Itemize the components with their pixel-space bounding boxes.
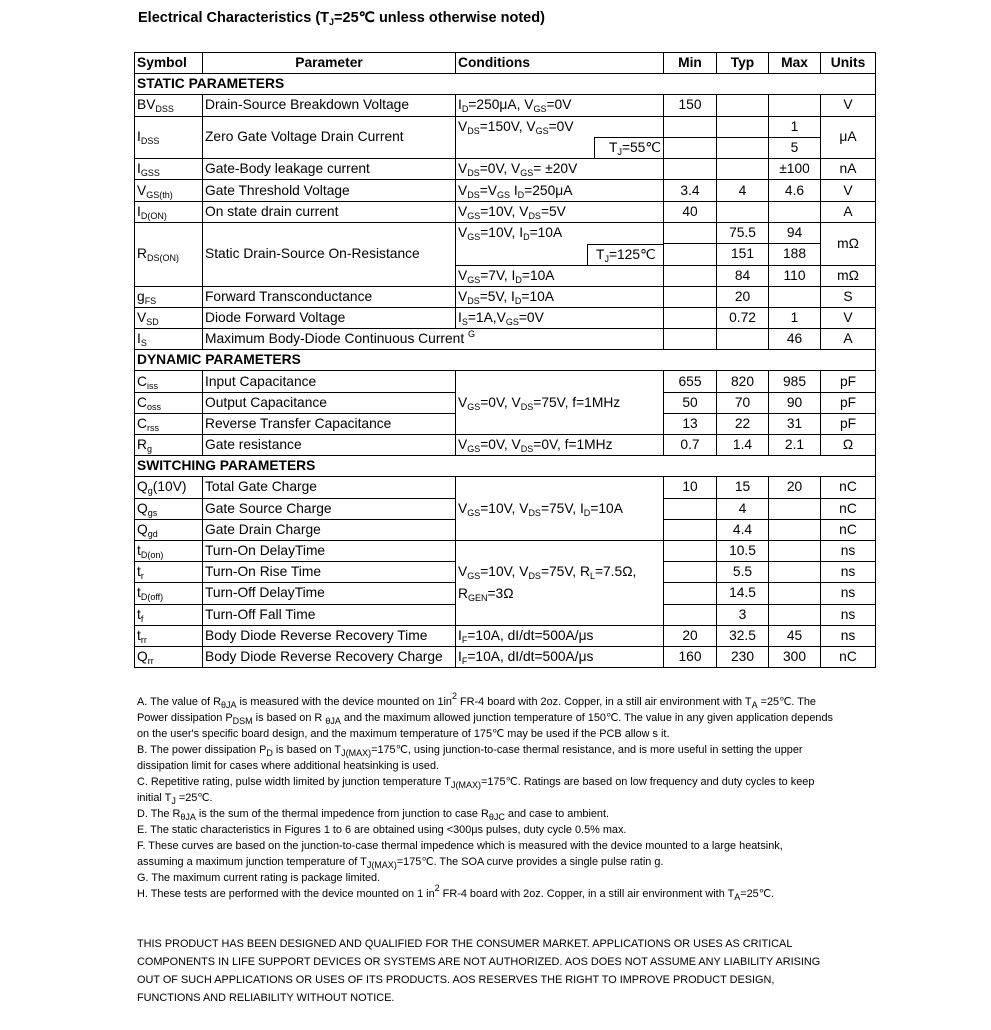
header-typ: Typ — [717, 53, 769, 74]
min-cell — [664, 562, 717, 583]
conditions-cell: $T_J=125℃$ — [456, 244, 664, 266]
units-cell: pF — [821, 413, 876, 434]
units-cell: ns — [821, 540, 876, 561]
min-cell — [664, 222, 717, 243]
conditions-cell: $V_{GS}=10V$, $V_{DS}=75V$, $R_L=7.5\Omega$, $R_{GEN}=3\Omega$ — [456, 540, 664, 625]
typ-cell: 14.5 — [717, 583, 769, 604]
parameter-cell: Body Diode Reverse Recovery Charge — [203, 646, 456, 667]
parameter-cell: Reverse Transfer Capacitance — [203, 413, 456, 434]
conditions-cell: $I_S=1A,V_{GS}=0V$ — [456, 307, 664, 328]
section-row — [135, 74, 876, 95]
conditions-cell: $V_{DS}=150V$, $V_{GS}=0V$ — [456, 116, 664, 137]
symbol-cell: $Q_{gd}$ — [135, 519, 203, 540]
note-c: C. Repetitive rating, pulse width limited by junction temperature $T_{J(MAX)}=175℃$. Ratings are based on low frequency and duty cycles to keep — [137, 776, 815, 790]
typ-cell: 4 — [717, 498, 769, 519]
typ-cell: 4.4 — [717, 519, 769, 540]
symbol-cell: $R_g$ — [135, 435, 203, 456]
typ-cell: 5.5 — [717, 562, 769, 583]
max-cell: ±100 — [769, 159, 821, 180]
typ-cell — [717, 137, 769, 159]
page-title: Electrical Characteristics ($T_J=25℃$ unless otherwise noted) — [138, 10, 545, 27]
max-cell: 90 — [769, 392, 821, 413]
min-cell — [664, 583, 717, 604]
symbol-cell: $Q_{gs}$ — [135, 498, 203, 519]
units-cell: A — [821, 201, 876, 222]
max-cell: 45 — [769, 625, 821, 646]
note-b-line2: dissipation limit for cases where additional heatsinking is used. — [137, 760, 440, 772]
symbol-cell: $I_{DSS}$ — [135, 116, 203, 159]
footnotes — [137, 691, 877, 902]
symbol-cell: $V_{GS(th)}$ — [135, 180, 203, 201]
units-cell: nC — [821, 477, 876, 498]
parameter-cell: Gate Source Charge — [203, 498, 456, 519]
table-row — [135, 540, 876, 561]
typ-cell: 3 — [717, 604, 769, 625]
min-cell — [664, 329, 717, 350]
typ-cell — [717, 201, 769, 222]
note-a-line2: Power dissipation $P_{DSM}$ is based on R $_{\theta JA}$ and the maximum allowed junction temperature of 150℃. The value in any given application depends — [137, 712, 833, 726]
table-row — [135, 222, 876, 243]
units-cell: pF — [821, 392, 876, 413]
min-cell — [664, 137, 717, 159]
table-row — [135, 95, 876, 116]
typ-cell — [717, 329, 769, 350]
note-f-line2: assuming a maximum junction temperature of $T_{J(MAX)}=175℃$. The SOA curve provides a single pulse ratin g. — [137, 856, 664, 870]
table-row — [135, 625, 876, 646]
min-cell — [664, 286, 717, 307]
note-e: E. The static characteristics in Figures 1 to 6 are obtained using <300μs pulses, duty cycle 0.5% max. — [137, 824, 627, 836]
typ-cell: 84 — [717, 265, 769, 286]
units-cell: nC — [821, 646, 876, 667]
max-cell — [769, 604, 821, 625]
min-cell — [664, 159, 717, 180]
units-cell: nC — [821, 519, 876, 540]
note-c-line2: initial $T_J$ =25℃. — [137, 792, 213, 806]
typ-cell: 151 — [717, 244, 769, 266]
parameter-cell: Input Capacitance — [203, 371, 456, 392]
max-cell: 31 — [769, 413, 821, 434]
min-cell: 40 — [664, 201, 717, 222]
units-cell: Ω — [821, 435, 876, 456]
section-static: STATIC PARAMETERS — [135, 74, 876, 95]
max-cell — [769, 201, 821, 222]
note-f: F. These curves are based on the junction-to-case thermal impedence which is measured with the device mounted to a large heatsink, — [137, 840, 783, 852]
header-symbol: Symbol — [135, 53, 203, 74]
table-row — [135, 477, 876, 498]
min-cell: 0.7 — [664, 435, 717, 456]
units-cell: A — [821, 329, 876, 350]
typ-cell: 1.4 — [717, 435, 769, 456]
min-cell — [664, 540, 717, 561]
symbol-cell: $R_{DS(ON)}$ — [135, 222, 203, 286]
typ-cell: 230 — [717, 646, 769, 667]
symbol-cell: $BV_{DSS}$ — [135, 95, 203, 116]
min-cell — [664, 519, 717, 540]
min-cell — [664, 244, 717, 266]
parameter-cell: Turn-Off DelayTime — [203, 583, 456, 604]
section-row — [135, 350, 876, 371]
note-d: D. The $R_{\theta JA}$ is the sum of the thermal impedence from junction to case $R_{\theta JC}$ and case to ambient. — [137, 808, 610, 822]
symbol-cell: $g_{FS}$ — [135, 286, 203, 307]
header-max: Max — [769, 53, 821, 74]
header-conditions: Conditions — [456, 53, 664, 74]
conditions-cell: $V_{DS}=5V$, $I_D=10A$ — [456, 286, 664, 307]
min-cell — [664, 498, 717, 519]
conditions-cell: $V_{DS}=0V$, $V_{GS}= \pm 20V$ — [456, 159, 664, 180]
conditions-cell: $I_D=250\mu A$, $V_{GS}=0V$ — [456, 95, 664, 116]
table-row — [135, 329, 876, 350]
units-cell: nA — [821, 159, 876, 180]
disclaimer — [137, 935, 877, 1007]
typ-cell: 4 — [717, 180, 769, 201]
min-cell — [664, 265, 717, 286]
conditions-cell: $V_{GS}=7V$, $I_D=10A$ — [456, 265, 664, 286]
symbol-cell: $t_f$ — [135, 604, 203, 625]
header-units: Units — [821, 53, 876, 74]
max-cell: 20 — [769, 477, 821, 498]
symbol-cell: $Q_g(10V)$ — [135, 477, 203, 498]
typ-cell: 820 — [717, 371, 769, 392]
conditions-cell: $V_{GS}=10V$, $I_D=10A$ — [456, 222, 664, 243]
units-cell: S — [821, 286, 876, 307]
max-cell — [769, 540, 821, 561]
parameter-cell: Drain-Source Breakdown Voltage — [203, 95, 456, 116]
max-cell — [769, 95, 821, 116]
max-cell: 94 — [769, 222, 821, 243]
note-b: B. The power dissipation $P_D$ is based on $T_{J(MAX)}=175℃$, using junction-to-case thermal resistance, and is more useful in setting the upper — [137, 744, 803, 758]
table-row — [135, 116, 876, 137]
conditions-cell: $V_{GS}=10V$, $V_{DS}=5V$ — [456, 201, 664, 222]
typ-cell — [717, 116, 769, 137]
header-parameter: Parameter — [203, 53, 456, 74]
disclaimer-line: THIS PRODUCT HAS BEEN DESIGNED AND QUALIFIED FOR THE CONSUMER MARKET. APPLICATIONS OR USES AS CRITICAL — [137, 938, 793, 950]
min-cell: 150 — [664, 95, 717, 116]
conditions-cell: $I_F=10A$, dI/dt=500A/μs — [456, 625, 664, 646]
parameter-cell: Turn-On DelayTime — [203, 540, 456, 561]
typ-cell: 75.5 — [717, 222, 769, 243]
parameter-cell: Maximum Body-Diode Continuous Current $^G$ — [203, 329, 664, 350]
table-row — [135, 435, 876, 456]
note-a-line3: on the user's specific board design, and the maximum temperature of 175℃ may be used if the PCB allow s it. — [137, 728, 670, 740]
typ-cell: 20 — [717, 286, 769, 307]
disclaimer-line: FUNCTIONS AND RELIABILITY WITHOUT NOTICE. — [137, 992, 395, 1004]
conditions-cell: $V_{GS}=0V$, $V_{DS}=0V$, f=1MHz — [456, 435, 664, 456]
disclaimer-line: OUT OF SUCH APPLICATIONS OR USES OF ITS PRODUCTS. AOS RESERVES THE RIGHT TO IMPROVE PRODUCT DESIGN, — [137, 974, 775, 986]
note-h: H. These tests are performed with the device mounted on 1 $in^2$ FR-4 board with 2oz. Copper, in a still air environment with $T_A=25℃$. — [137, 883, 774, 902]
max-cell: 1 — [769, 116, 821, 137]
symbol-cell: $C_{iss}$ — [135, 371, 203, 392]
parameter-cell: Total Gate Charge — [203, 477, 456, 498]
max-cell: 5 — [769, 137, 821, 159]
typ-cell: 0.72 — [717, 307, 769, 328]
parameter-cell: Gate Drain Charge — [203, 519, 456, 540]
units-cell: nC — [821, 498, 876, 519]
units-cell: mΩ — [821, 222, 876, 265]
max-cell: 1 — [769, 307, 821, 328]
table-row — [135, 180, 876, 201]
symbol-cell: $I_{D(ON)}$ — [135, 201, 203, 222]
header-row — [135, 53, 876, 74]
max-cell — [769, 583, 821, 604]
parameter-cell: Body Diode Reverse Recovery Time — [203, 625, 456, 646]
min-cell: 160 — [664, 646, 717, 667]
parameter-cell: Forward Transconductance — [203, 286, 456, 307]
symbol-cell: $V_{SD}$ — [135, 307, 203, 328]
header-min: Min — [664, 53, 717, 74]
table-row — [135, 646, 876, 667]
max-cell: 4.6 — [769, 180, 821, 201]
conditions-cell: $V_{GS}=10V$, $V_{DS}=75V$, $I_D=10A$ — [456, 477, 664, 541]
parameter-cell: On state drain current — [203, 201, 456, 222]
units-cell: ns — [821, 625, 876, 646]
max-cell — [769, 519, 821, 540]
min-cell — [664, 604, 717, 625]
units-cell: ns — [821, 562, 876, 583]
disclaimer-line: COMPONENTS IN LIFE SUPPORT DEVICES OR SYSTEMS ARE NOT AUTHORIZED. AOS DOES NOT ASSUME ANY LIABILITY ARISING — [137, 956, 821, 968]
parameter-cell: Output Capacitance — [203, 392, 456, 413]
table-row — [135, 201, 876, 222]
parameter-cell: Gate-Body leakage current — [203, 159, 456, 180]
symbol-cell: $Q_{rr}$ — [135, 646, 203, 667]
parameter-cell: Diode Forward Voltage — [203, 307, 456, 328]
parameter-cell: Turn-On Rise Time — [203, 562, 456, 583]
typ-cell: 10.5 — [717, 540, 769, 561]
symbol-cell: $t_{D(on)}$ — [135, 540, 203, 561]
note-g: G. The maximum current rating is package limited. — [137, 872, 381, 884]
symbol-cell: $t_{rr}$ — [135, 625, 203, 646]
max-cell: 188 — [769, 244, 821, 266]
parameter-cell: Turn-Off Fall Time — [203, 604, 456, 625]
units-cell: ns — [821, 604, 876, 625]
typ-cell — [717, 159, 769, 180]
table-row — [135, 286, 876, 307]
conditions-cell: $I_F=10A$, dI/dt=500A/μs — [456, 646, 664, 667]
conditions-cell: $V_{GS}=0V$, $V_{DS}=75V$, f=1MHz — [456, 371, 664, 435]
parameter-cell: Static Drain-Source On-Resistance — [203, 222, 456, 286]
conditions-cell: $T_J=55℃$ — [456, 137, 664, 159]
units-cell: V — [821, 307, 876, 328]
max-cell: 2.1 — [769, 435, 821, 456]
min-cell — [664, 307, 717, 328]
max-cell — [769, 562, 821, 583]
table-row — [135, 307, 876, 328]
typ-cell: 32.5 — [717, 625, 769, 646]
min-cell: 655 — [664, 371, 717, 392]
min-cell: 50 — [664, 392, 717, 413]
symbol-cell: $t_{D(off)}$ — [135, 583, 203, 604]
units-cell: V — [821, 95, 876, 116]
units-cell: pF — [821, 371, 876, 392]
min-cell: 13 — [664, 413, 717, 434]
parameter-cell: Gate Threshold Voltage — [203, 180, 456, 201]
section-switching: SWITCHING PARAMETERS — [135, 456, 876, 477]
table-row — [135, 159, 876, 180]
symbol-cell: $C_{rss}$ — [135, 413, 203, 434]
symbol-cell: $I_{GSS}$ — [135, 159, 203, 180]
min-cell — [664, 116, 717, 137]
typ-cell — [717, 95, 769, 116]
typ-cell: 15 — [717, 477, 769, 498]
max-cell: 46 — [769, 329, 821, 350]
conditions-cell: $V_{DS}=V_{GS}$ $I_D=250\mu A$ — [456, 180, 664, 201]
symbol-cell: $C_{oss}$ — [135, 392, 203, 413]
parameter-cell: Zero Gate Voltage Drain Current — [203, 116, 456, 159]
min-cell: 20 — [664, 625, 717, 646]
typ-cell: 22 — [717, 413, 769, 434]
units-cell: ns — [821, 583, 876, 604]
parameter-cell: Gate resistance — [203, 435, 456, 456]
symbol-cell: $t_r$ — [135, 562, 203, 583]
typ-cell: 70 — [717, 392, 769, 413]
units-cell: μA — [821, 116, 876, 159]
section-row — [135, 456, 876, 477]
electrical-characteristics-table — [134, 52, 876, 668]
symbol-cell: $I_S$ — [135, 329, 203, 350]
min-cell: 10 — [664, 477, 717, 498]
max-cell: 300 — [769, 646, 821, 667]
max-cell — [769, 286, 821, 307]
units-cell: mΩ — [821, 265, 876, 286]
max-cell — [769, 498, 821, 519]
section-dynamic: DYNAMIC PARAMETERS — [135, 350, 876, 371]
min-cell: 3.4 — [664, 180, 717, 201]
note-a: A. The value of $R_{\theta JA}$ is measured with the device mounted on $1in^2$ FR-4 board with 2oz. Copper, in a still air environment with $T_A$ =25℃. The — [137, 691, 816, 710]
table-row — [135, 371, 876, 392]
units-cell: V — [821, 180, 876, 201]
max-cell: 110 — [769, 265, 821, 286]
max-cell: 985 — [769, 371, 821, 392]
